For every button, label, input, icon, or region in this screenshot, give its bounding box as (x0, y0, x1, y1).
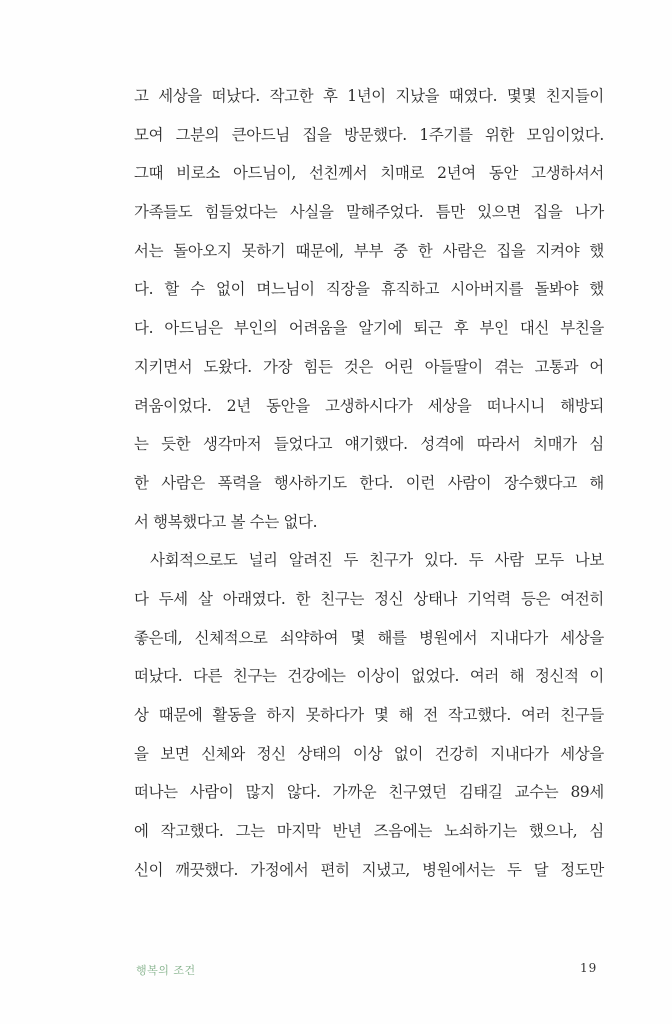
running-footer-book-title: 행복의 조건 (136, 964, 196, 977)
text-line: 떠나는 사람이 많지 않다. 가까운 친구였던 김태길 교수는 89세 (134, 783, 604, 802)
text-line: 다 두세 살 아래였다. 한 친구는 정신 상태나 기억력 등은 여전히 (134, 589, 604, 608)
text-line: 모여 그분의 큰아드님 집을 방문했다. 1주기를 위한 모임이었다. (134, 125, 604, 144)
text-line: 신이 깨끗했다. 가정에서 편히 지냈고, 병원에서는 두 달 정도만 (134, 860, 604, 879)
text-line: 고 세상을 떠났다. 작고한 후 1년이 지났을 때였다. 몇몇 친지들이 (134, 87, 604, 105)
text-line: 지키면서 도왔다. 가장 힘든 것은 어린 아들딸이 겪는 고통과 어 (134, 357, 604, 376)
text-line: 는 듯한 생각마저 들었다고 얘기했다. 성격에 따라서 치매가 심 (134, 435, 604, 454)
text-line: 좋은데, 신체적으로 쇠약하여 몇 해를 병원에서 지내다가 세상을 (134, 628, 604, 647)
page-number: 19 (580, 961, 598, 975)
text-line: 가족들도 힘들었다는 사실을 말해주었다. 틈만 있으면 집을 나가 (134, 203, 604, 222)
text-line: 한 사람은 폭력을 행사하기도 한다. 이런 사람이 장수했다고 해 (134, 473, 604, 492)
text-line: 에 작고했다. 그는 마지막 반년 즈음에는 노쇠하기는 했으나, 심 (134, 822, 604, 841)
body-text (134, 77, 604, 889)
text-line: 그때 비로소 아드님이, 선친께서 치매로 2년여 동안 고생하셔서 (134, 164, 604, 183)
text-line: 다. 할 수 없이 며느님이 직장을 휴직하고 시아버지를 돌봐야 했 (134, 280, 604, 299)
text-line: 사회적으로도 널리 알려진 두 친구가 있다. 두 사람 모두 나보 (150, 551, 604, 570)
text-line: 떠났다. 다른 친구는 건강에는 이상이 없었다. 여러 해 정신적 이 (134, 667, 604, 686)
text-line: 을 보면 신체와 정신 상태의 이상 없이 건강히 지내다가 세상을 (134, 744, 604, 763)
text-line: 서는 돌아오지 못하기 때문에, 부부 중 한 사람은 집을 지켜야 했 (134, 241, 604, 260)
paragraph-2 (134, 541, 604, 889)
text-line: 상 때문에 활동을 하지 못하다가 몇 해 전 작고했다. 여러 친구들 (134, 706, 604, 724)
text-line: 다. 아드님은 부인의 어려움을 알기에 퇴근 후 부인 대신 부친을 (134, 319, 604, 338)
paragraph-1 (134, 77, 604, 541)
text-line: 서 행복했다고 볼 수는 없다. (134, 512, 318, 531)
text-line: 려움이었다. 2년 동안을 고생하시다가 세상을 떠나시니 해방되 (134, 396, 604, 415)
